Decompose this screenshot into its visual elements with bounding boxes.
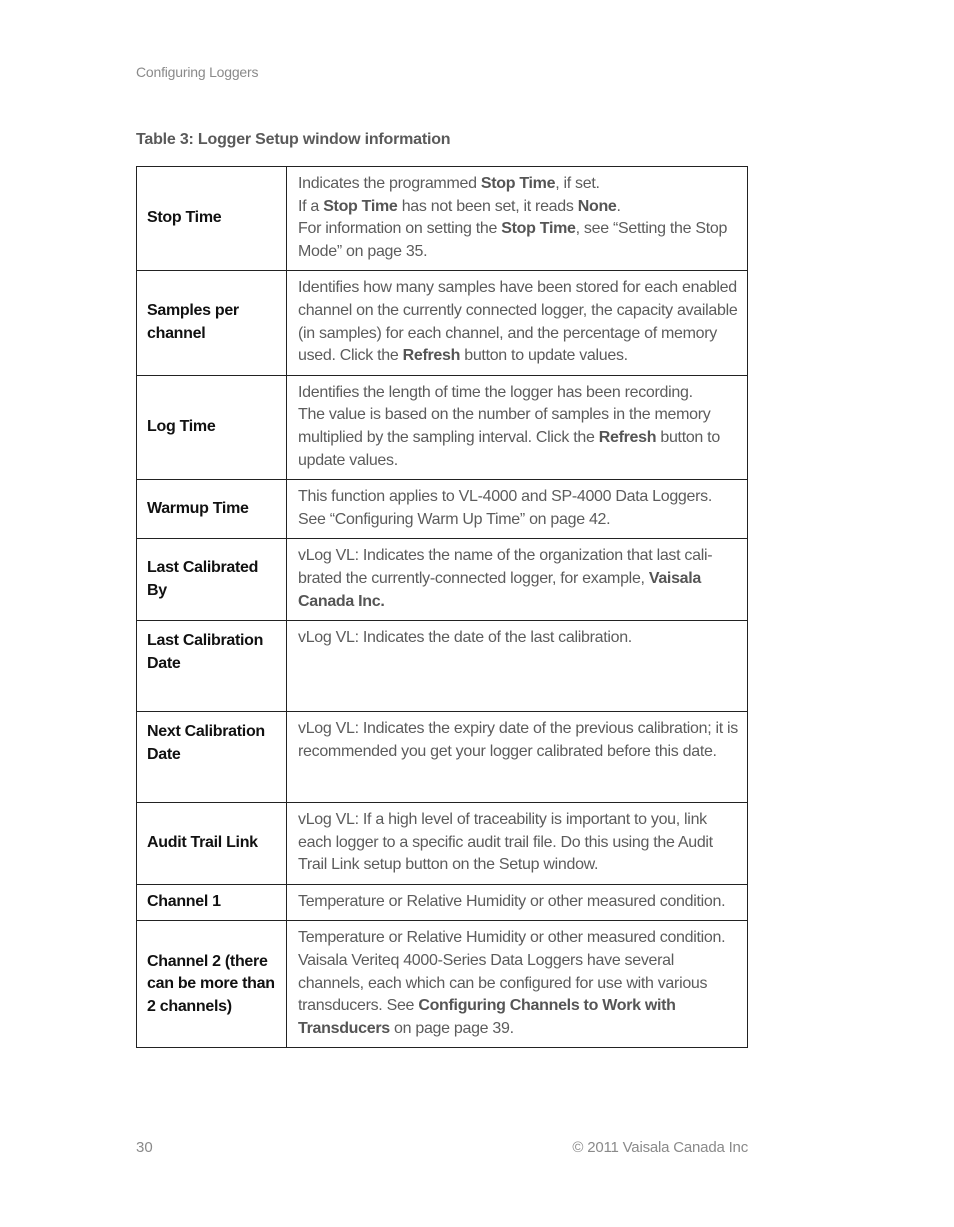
row-label: Samples per channel	[137, 271, 287, 375]
table-row	[137, 712, 748, 803]
row-description	[287, 167, 748, 271]
row-label: Last Calibration Date	[137, 621, 287, 712]
text-run: vLog VL: Indicates the expiry date of the previous calibration; it is recommended you get your logger calibrated before this date.	[298, 720, 739, 760]
row-label: Audit Trail Link	[137, 803, 287, 885]
description-line	[298, 927, 739, 950]
row-description	[287, 375, 748, 479]
row-label: Stop Time	[137, 167, 287, 271]
table-row	[137, 167, 748, 271]
row-description	[287, 803, 748, 885]
table-caption: Table 3: Logger Setup window information	[136, 131, 451, 148]
description-line	[298, 382, 739, 405]
row-description	[287, 539, 748, 621]
text-run: , see “Setting the Stop Mode” on page 35.	[298, 220, 728, 260]
bold-term: Vaisala Canada Inc.	[298, 569, 702, 610]
text-run: This function applies to VL-4000 and SP-4000 Data Loggers. See “Configuring Warm Up Time” on page 42.	[298, 488, 712, 528]
logger-setup-info-table	[136, 166, 748, 1048]
bold-term: Stop Time	[323, 197, 398, 215]
bold-term: Refresh	[598, 428, 657, 446]
text-run: For information on setting the	[298, 220, 502, 238]
description-line	[298, 627, 739, 650]
text-run: Vaisala Veriteq 4000-Series Data Loggers have several channels, each which can be configured for use with various transducers. See	[298, 952, 708, 1015]
row-description	[287, 884, 748, 921]
table-row	[137, 921, 748, 1048]
text-run: Identifies the length of time the logger has been recording.	[298, 383, 693, 401]
description-line	[298, 173, 739, 196]
row-label: Last Calibrated By	[137, 539, 287, 621]
description-line	[298, 809, 739, 877]
table-row	[137, 884, 748, 921]
row-label: Warmup Time	[137, 480, 287, 539]
description-line	[298, 218, 739, 263]
row-description	[287, 621, 748, 712]
table-row	[137, 375, 748, 479]
row-label: Log Time	[137, 375, 287, 479]
text-run: Identifies how many samples have been stored for each enabled channel on the currently connected logger, the capacity available (in samples) for each channel, and the percentage of memory used. Click the	[298, 279, 738, 365]
text-run: vLog VL: Indicates the name of the organization that last cali-brated the currently-connected logger, for example,	[298, 547, 713, 587]
text-run: has not been set, it reads	[397, 197, 578, 215]
row-description	[287, 712, 748, 803]
row-label: Next Calibration Date	[137, 712, 287, 803]
text-run: The value is based on the number of samples in the memory multiplied by the sampling interval. Click the	[298, 406, 711, 446]
description-line	[298, 718, 739, 763]
text-run: , if set.	[555, 175, 600, 192]
table-row	[137, 539, 748, 621]
row-description	[287, 271, 748, 375]
text-run: vLog VL: Indicates the date of the last calibration.	[298, 629, 632, 647]
description-line	[298, 486, 739, 531]
text-run: Temperature or Relative Humidity or other measured condition.	[298, 929, 726, 947]
text-run: Temperature or Relative Humidity or other measured condition.	[298, 892, 726, 910]
bold-term: None	[577, 197, 617, 215]
bold-term: Stop Time	[501, 220, 576, 238]
table-row	[137, 480, 748, 539]
description-line	[298, 950, 739, 1040]
row-description	[287, 480, 748, 539]
bold-term: Stop Time	[480, 175, 556, 192]
description-line	[298, 891, 739, 914]
description-line	[298, 545, 739, 613]
text-run: button to update values.	[298, 428, 720, 469]
row-description	[287, 921, 748, 1048]
row-label: Channel 2 (there can be more than 2 channels)	[137, 921, 287, 1048]
text-run: If a	[298, 197, 324, 215]
description-line	[298, 404, 739, 472]
bold-term: Refresh	[402, 347, 461, 365]
table-row	[137, 803, 748, 885]
text-run: on page page 39.	[389, 1019, 514, 1037]
bold-term: Configuring Channels to Work with Transducers	[298, 997, 676, 1037]
table-row	[137, 621, 748, 712]
text-run: Indicates the programmed	[298, 175, 481, 192]
text-run: vLog VL: If a high level of traceability is important to you, link each logger to a specific audit trail file. Do this using the Audit Trail Link setup button on the Setup window.	[298, 811, 713, 874]
table-row	[137, 271, 748, 375]
text-run: .	[616, 197, 621, 215]
page-number: 30	[136, 1139, 153, 1156]
text-run: button to update values.	[460, 347, 628, 365]
table-body	[137, 167, 748, 1048]
running-header: Configuring Loggers	[136, 64, 259, 80]
row-label: Channel 1	[137, 884, 287, 921]
copyright-notice: © 2011 Vaisala Canada Inc	[572, 1139, 748, 1156]
description-line	[298, 277, 739, 367]
description-line	[298, 196, 739, 219]
